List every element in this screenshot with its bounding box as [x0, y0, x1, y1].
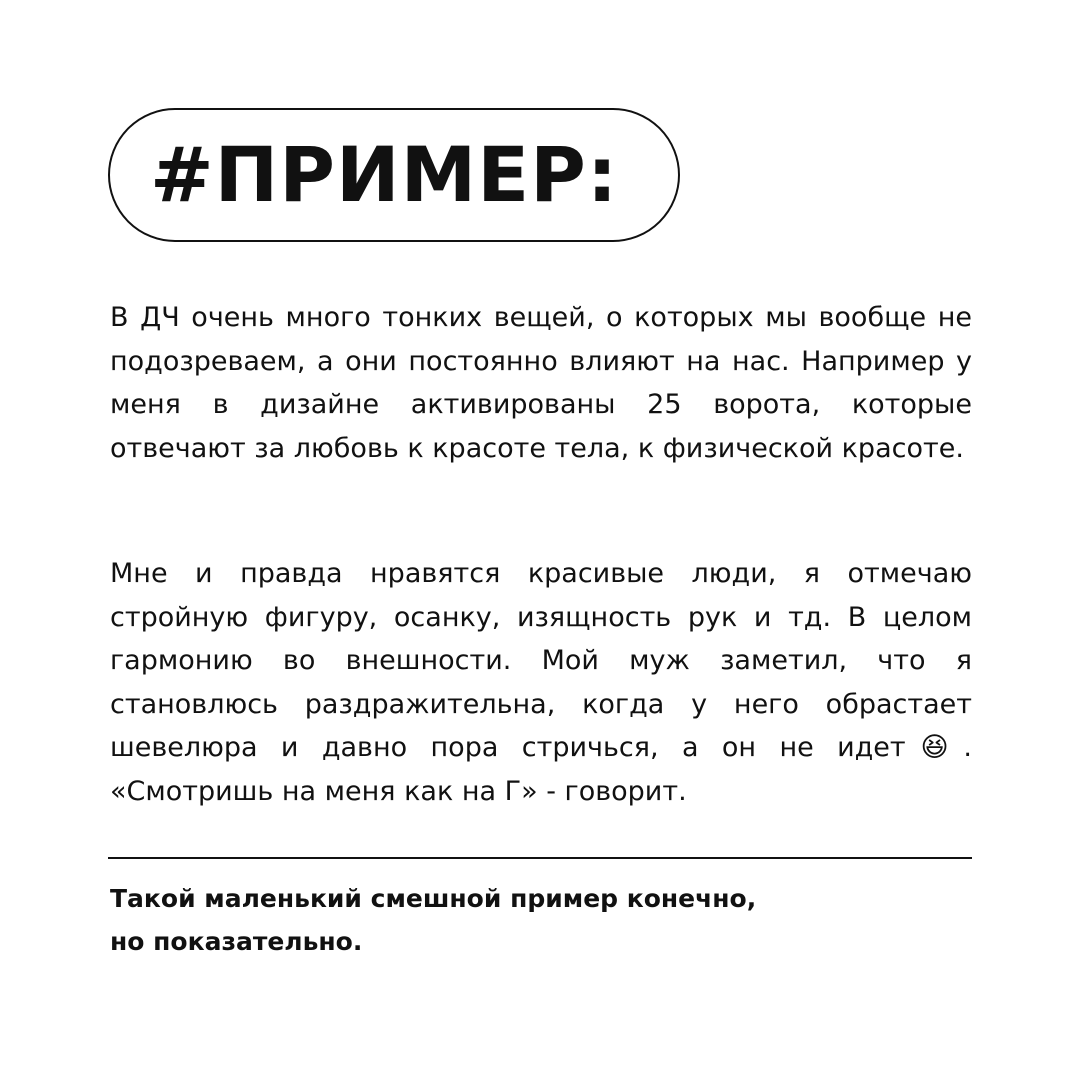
divider — [108, 857, 972, 859]
paragraph-2: Мне и правда нравятся красивые люди, я отмечаю стройную фигуру, осанку, изящность рук и тд. В целом гармонию во внешности. Мой муж заметил, что я становлюсь раздражительна, когда у него обрастает шевелюра и давно пора стричься, а он не идет😆. «Смотришь на меня как на Г» - говорит. — [110, 558, 972, 807]
paragraph-1: В ДЧ очень много тонких вещей, о которых мы вообще не подозреваем, а они постоянно влияют на нас. Например у меня в дизайне активированы 25 ворота, которые отвечают за любовь к красоте тела, к физической красоте. — [110, 302, 972, 464]
conclusion-line-2: но показательно. — [110, 927, 363, 956]
conclusion-text — [110, 877, 972, 963]
page-title: #ПРИМЕР: — [150, 130, 619, 219]
title-badge — [108, 108, 680, 242]
conclusion-line-1: Такой маленький смешной пример конечно, — [110, 884, 757, 913]
